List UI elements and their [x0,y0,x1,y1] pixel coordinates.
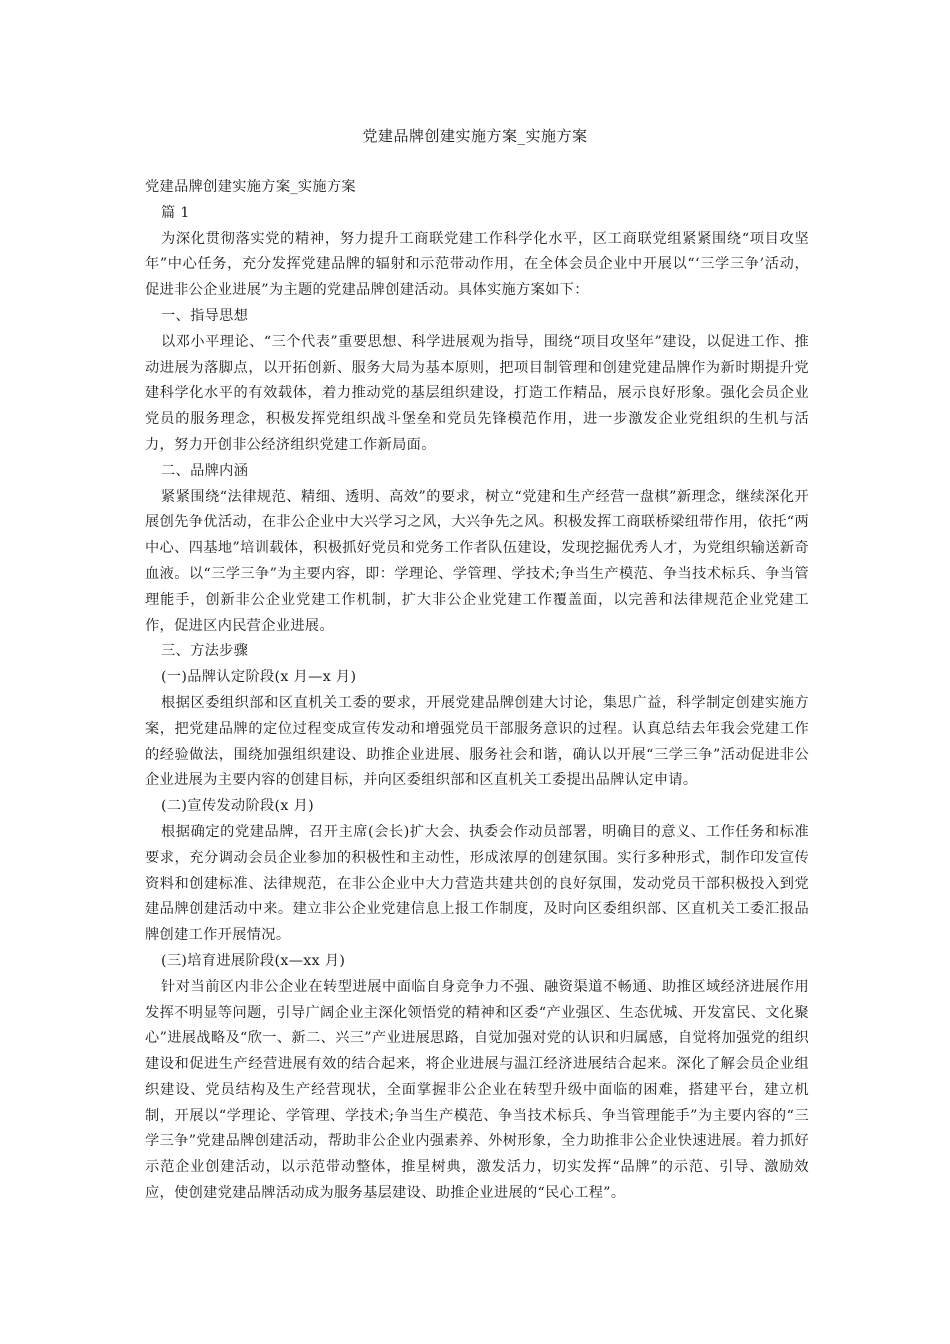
heading-method-steps: 三、方法步骤 [161,643,249,660]
paragraph-guiding-ideology: 以邓小平理论、“三个代表”重要思想、科学进展观为指导，围绕“项目攻坚年”建设，以促进工作、推动进展为落脚点，以开拓创新、服务大局为基本原则，把项目制管理和创建党建品牌作为新时期提升党建科学化水平的有效载体，着力推动党的基层组织建设，打造工作精品，展示良好形象。强化会员企业党员的服务理念，积极发挥党组织战斗堡垒和党员先锋模范作用，进一步激发企业党组织的生机与活力，努力开创非公经济组织党建工作新局面。 [145,333,809,453]
stage-2-paragraph: 根据确定的党建品牌，召开主席(会长)扩大会、执委会作动员部署，明确目的意义、工作任务和标准要求，充分调动会员企业参加的积极性和主动性，形成浓厚的创建氛围。实行多种形式，制作印发宣传资料和创建标准、法律规范，在非公企业中大力营造共建共创的良好氛围，发动党员干部积极投入到党建品牌创建活动中来。建立非公企业党建信息上报工作制度，及时向区委组织部、区直机关工委汇报品牌创建工作开展情况。 [145,823,809,944]
stage-3-title: (三)培育进展阶段(x—xx 月) [161,952,346,969]
document-body [145,175,809,1207]
document-title: 党建品牌创建实施方案_实施方案 [362,127,588,145]
document-subtitle: 党建品牌创建实施方案_实施方案 [145,179,356,195]
stage-2-title: (二)宣传发动阶段(x 月) [161,798,315,815]
heading-brand-connotation: 二、品牌内涵 [161,462,249,479]
intro-paragraph: 为深化贯彻落实党的精神，努力提升工商联党建工作科学化水平，区工商联党组紧紧围绕“项目攻坚年”中心任务，充分发挥党建品牌的辐射和示范带动作用，在全体会员企业中开展以“‘三学三争’活动，促进非公企业进展”为主题的党建品牌创建活动。具体实施方案如下： [145,230,809,299]
heading-guiding-ideology: 一、指导思想 [161,307,249,324]
stage-3-paragraph: 针对当前区内非公企业在转型进展中面临自身竞争力不强、融资渠道不畅通、助推区域经济进展作用发挥不明显等问题，引导广阔企业主深化领悟党的精神和区委“产业强区、生态优城、开发富民、文化聚心”进展战略及“欣一、新二、兴三”产业进展思路，自觉加强对党的认识和归属感，自觉将加强党的组织建设和促进生产经营进展有效的结合起来，将企业进展与温江经济进展结合起来。深化了解会员企业组织建设、党员结构及生产经营现状，全面掌握非公企业在转型升级中面临的困难，搭建平台，建立机制，开展以“学理论、学管理、学技术;争当生产模范、争当技术标兵、争当管理能手”为主要内容的“三学三争”党建品牌创建活动，帮助非公企业内强素养、外树形象，全力助推非公企业快速进展。着力抓好示范企业创建活动，以示范带动整体，推星树典，激发活力，切实发挥“品牌”的示范、引导、激励效应，使创建党建品牌活动成为服务基层建设、助推企业进展的“民心工程”。 [145,978,809,1202]
stage-1-title: (一)品牌认定阶段(x 月—x 月) [161,669,357,686]
section-label: 篇 1 [161,204,190,221]
stage-1-paragraph: 根据区委组织部和区直机关工委的要求，开展党建品牌创建大讨论，集思广益，科学制定创建实施方案，把党建品牌的定位过程变成宣传发动和增强党员干部服务意识的过程。认真总结去年我会党建工作的经验做法，围绕加强组织建设、助推企业进展、服务社会和谐，确认以开展“三学三争”活动促进非公企业进展为主要内容的创建目标，并向区委组织部和区直机关工委提出品牌认定申请。 [145,694,809,789]
paragraph-brand-connotation: 紧紧围绕“法律规范、精细、透明、高效”的要求，树立“党建和生产经营一盘棋”新理念，继续深化开展创先争优活动，在非公企业中大兴学习之风，大兴争先之风。积极发挥工商联桥梁纽带作用，依托“两中心、四基地”培训载体，积极抓好党员和党务工作者队伍建设，发现挖掘优秀人才，为党组织输送新奇血液。以“三学三争”为主要内容，即：学理论、学管理、学技术;争当生产模范、争当技术标兵、争当管理能手，创新非公企业党建工作机制，扩大非公企业党建工作覆盖面，以完善和法律规范企业党建工作，促进区内民营企业进展。 [145,488,809,634]
